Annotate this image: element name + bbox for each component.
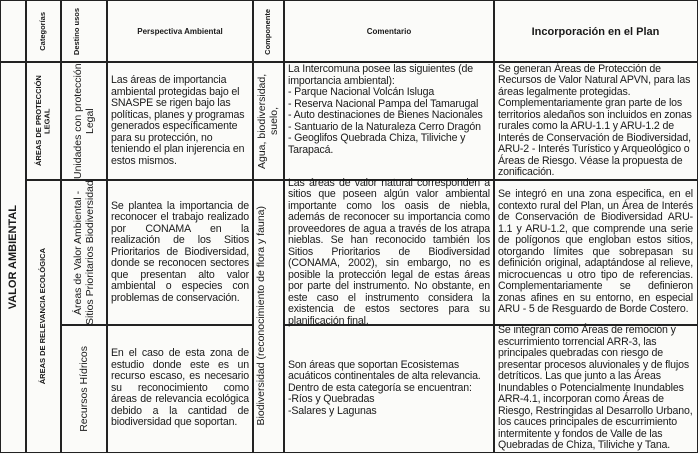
header-categorias (25, 0, 62, 63)
header-componente-label: Componente (263, 8, 273, 55)
category-relevancia (25, 179, 62, 453)
row1-incorporacion-text: Se generan Áreas de Protección de Recursos de Valor Natural APVN, para las áreas legalmente protegidas. Complementariamente gran parte de los territorios aledaños son incluidos en zonas rurales como la ARU-1.1 y ARU-1.2 de Interés de Conservación de Biodiversidad, ARU-2 - Interés Turístico y Arqueológico o Áreas de Riesgo. Véase la propuesta de zonificación. (498, 62, 692, 178)
row3-destino-text: Recursos Hídricos (77, 345, 90, 432)
list-item: - Santuario de la Naturaleza Cerro Dragón (288, 120, 481, 133)
row2-destino-text: Áreas de Valor Ambiental - Sitios Prioritarios Biodiversidad (71, 180, 96, 325)
row3-incorporacion (493, 324, 698, 453)
row1-destino-text: Unidades con protección Legal (71, 63, 96, 179)
header-incorporacion-label: Incorporación en el Plan (531, 25, 660, 38)
header-perspectiva-label: Perspectiva Ambiental (137, 27, 223, 36)
header-componente (252, 0, 285, 63)
componente-relevancia (252, 179, 285, 453)
row3-perspectiva-text: En el caso de esta zona de estudio donde este es un recurso escaso, es necesario su reconocimiento como áreas de relevancia ecológica debido a la cantidad de biodiversidad que soportan. (111, 347, 249, 429)
valor-ambiental-cell (0, 61, 27, 453)
list-item: -Salares y Lagunas (288, 404, 377, 417)
list-item: -Ríos y Quebradas (288, 393, 375, 406)
header-incorporacion (493, 0, 698, 63)
list-item: - Geoglifos Quebrada Chiza, Tiliviche y Tarapacá. (288, 132, 466, 156)
row3-destino (60, 324, 108, 453)
row3-incorporacion-text: Se integran como Áreas de remoción y escurrimiento torrencial ARR-3, las principales quebradas con riesgo de presentar procesos aluvionales y de flujos detríticos. Las que junto a las Áreas Inundables o Potencialmente Inundables ARR-4.1, incorporan como Áreas de Riesgo, Restringidas al Desarrollo Urbano, los cauces principales de escurrimiento intermitente y fondos de Valle de las Quebradas de Chiza, Tiliviche y Tana. (498, 324, 693, 452)
row2-incorporacion-text: Se integró en una zona especifica, en el contexto rural del Plan, un Área de Interés de Conservación de Biodiversidad ARU-1.1 y ARU-1.2, que comprende una serie de polígonos que engloban estos sitios, otorgando límites que sobrepasan su definición original, adaptándose al relieve, microcuencas u otro tipo de referencias. Complementariamente se definieron zonas afines en su entorno, en especial ARU - 5 de Resguardo de Borde Costero. (498, 188, 693, 316)
row2-comentario-text: Las áreas de valor natural corresponden a sitios que poseen algún valor ambiental importante como los oasis de niebla, además de reconocer su importancia como proveedores de agua a través de los atrapa nieblas. Se han reconocido también los Sitios Prioritarios de Biodiversidad (CONAMA, 2002), sin embargo, no es posible la protección legal de estas áreas por parte del instrumento. No obstante, en este caso el instrumento considera la existencia de estos sectores para su planificación final. (288, 176, 490, 327)
row1-componente-text: Agua, biodiversidad, suelo, (256, 73, 281, 169)
row2-perspectiva-text: Se plantea la importancia de reconocer el trabajo realizado por CONAMA en la realización de los Sitios Prioritarios de Biodiversidad, donde se reconocen sectores que presentan alto valor ambiental o especies con problemas de conservación. (111, 199, 249, 304)
row1-comentario (283, 61, 495, 181)
row2-comentario (283, 176, 495, 327)
header-categorias-label: Categorías (38, 12, 48, 51)
row1-perspectiva-text: Las áreas de importancia ambiental protegidas bajo el SNASPE se rigen bajo las políticas, planes y programas generados específicamente para su protección, no teniendo el plan injerencia en estos mismos. (111, 74, 245, 167)
row1-comentario-intro: La Intercomuna posee las siguientes (de importancia ambiental): (288, 63, 473, 87)
valor-ambiental-label: VALOR AMBIENTAL (7, 204, 20, 310)
list-item: - Reserva Nacional Pampa del Tamarugal (288, 97, 479, 110)
row3-comentario (283, 324, 495, 453)
header-destino-label: Destino usos (72, 7, 81, 56)
category-proteccion (25, 61, 62, 181)
list-item: - Auto destinaciones de Bienes Nacionales (288, 109, 483, 121)
row1-destino (60, 61, 108, 181)
category-proteccion-label: ÁREAS DE PROTECCIÓN LEGAL (33, 75, 52, 167)
category-relevancia-label: ÁREAS DE RELEVANCIA ECOLÓGICA (38, 247, 48, 385)
row3-comentario-intro: Son áreas que soportan Ecosistemas acuáticos continentales de alta relevancia. Dentro de esta categoría se encuentran: (288, 358, 481, 394)
header-blank (0, 0, 27, 63)
row2-destino (60, 179, 108, 326)
header-comentario (283, 0, 495, 63)
componente-relevancia-text: Biodiversidad (reconocimiento de flora y fauna) (254, 206, 267, 426)
row1-componente (252, 61, 285, 181)
row1-perspectiva (106, 61, 254, 181)
header-destino (60, 0, 108, 63)
header-comentario-label: Comentario (366, 27, 412, 36)
row2-perspectiva (106, 179, 254, 326)
row1-incorporacion (493, 61, 698, 181)
list-item: - Parque Nacional Volcán Isluga (288, 86, 435, 98)
header-perspectiva (106, 0, 254, 63)
row2-incorporacion (493, 179, 698, 326)
row3-perspectiva (106, 324, 254, 453)
